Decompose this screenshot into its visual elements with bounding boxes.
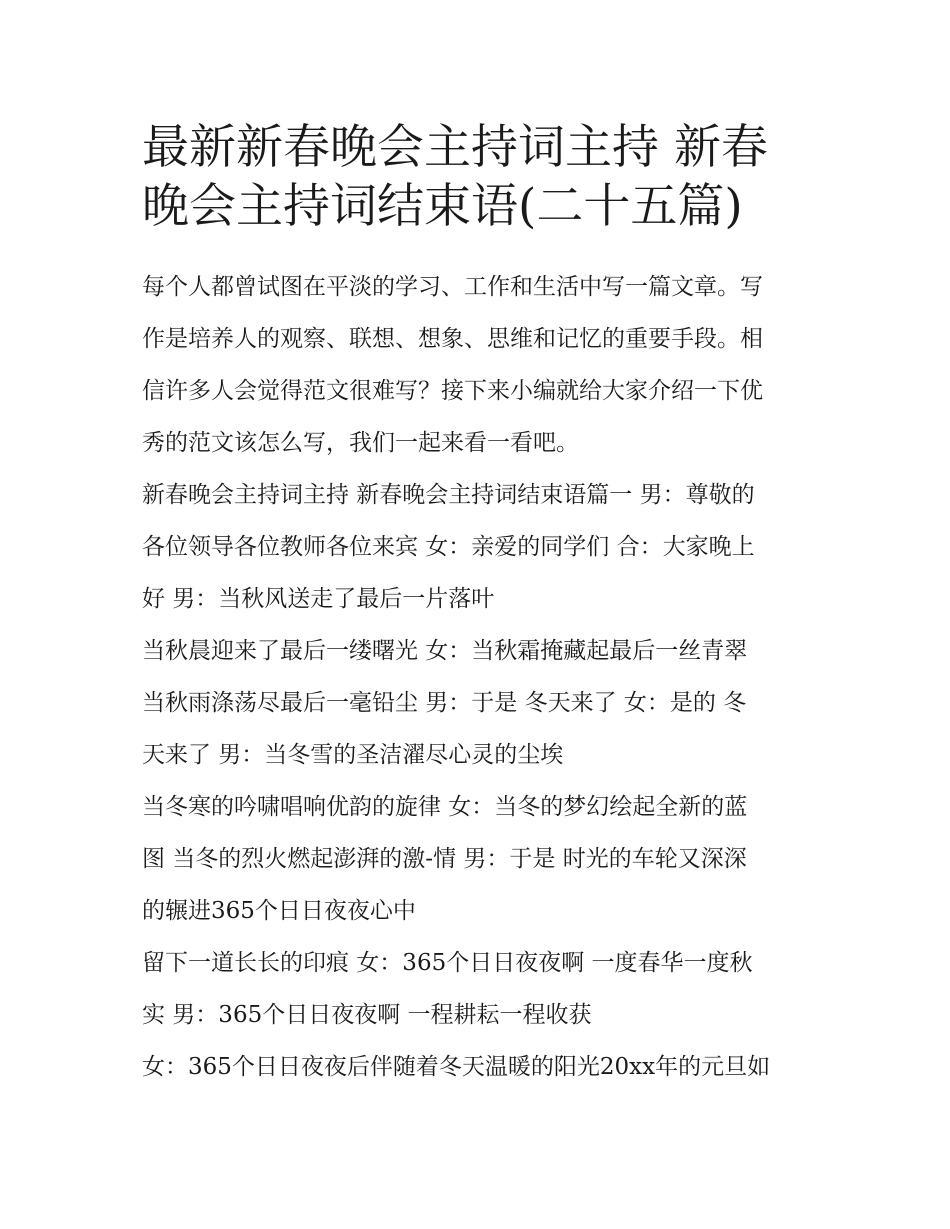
body-line: 信许多人会觉得范文很难写？接下来小编就给大家介绍一下优	[142, 378, 763, 404]
body-line: 每个人都曾试图在平淡的学习、工作和生活中写一篇文章。写	[142, 274, 763, 300]
body-line: 图 当冬的烈火燃起澎湃的激-情 男：于是 时光的车轮又深深	[142, 846, 747, 872]
body-line: 当秋雨涤荡尽最后一毫铅尘 男：于是 冬天来了 女：是的 冬	[142, 690, 747, 716]
title-line: 晚会主持词结束语(二十五篇)	[142, 179, 743, 234]
body-line: 各位领导各位教师各位来宾 女：亲爱的同学们 合：大家晚上	[142, 534, 755, 560]
body-line: 好 男：当秋风送走了最后一片落叶	[142, 586, 495, 612]
document-title	[142, 118, 814, 236]
body-line: 作是培养人的观察、联想、想象、思维和记忆的重要手段。相	[142, 326, 763, 352]
body-line: 的辗进365个日日夜夜心中	[142, 898, 416, 924]
document-content	[142, 118, 814, 1093]
body-line: 留下一道长长的印痕 女：365个日日夜夜啊 一度春华一度秋	[142, 950, 753, 976]
body-line: 实 男：365个日日夜夜啊 一程耕耘一程收获	[142, 1002, 592, 1028]
body-line: 秀的范文该怎么写，我们一起来看一看吧。	[142, 430, 579, 456]
body-line: 女：365个日日夜夜后伴随着冬天温暖的阳光20xx年的元旦如	[142, 1054, 771, 1080]
body-line: 当秋晨迎来了最后一缕曙光 女：当秋霜掩藏起最后一丝青翠	[142, 638, 748, 664]
body-line: 新春晚会主持词主持 新春晚会主持词结束语篇一 男：尊敬的	[142, 482, 755, 508]
title-line: 最新新春晚会主持词主持 新春	[142, 120, 768, 175]
body-line: 当冬寒的吟啸唱响优韵的旋律 女：当冬的梦幻绘起全新的蓝	[142, 794, 748, 820]
body-line: 天来了 男：当冬雪的圣洁濯尽心灵的尘埃	[142, 742, 564, 768]
document-body	[142, 261, 814, 1093]
